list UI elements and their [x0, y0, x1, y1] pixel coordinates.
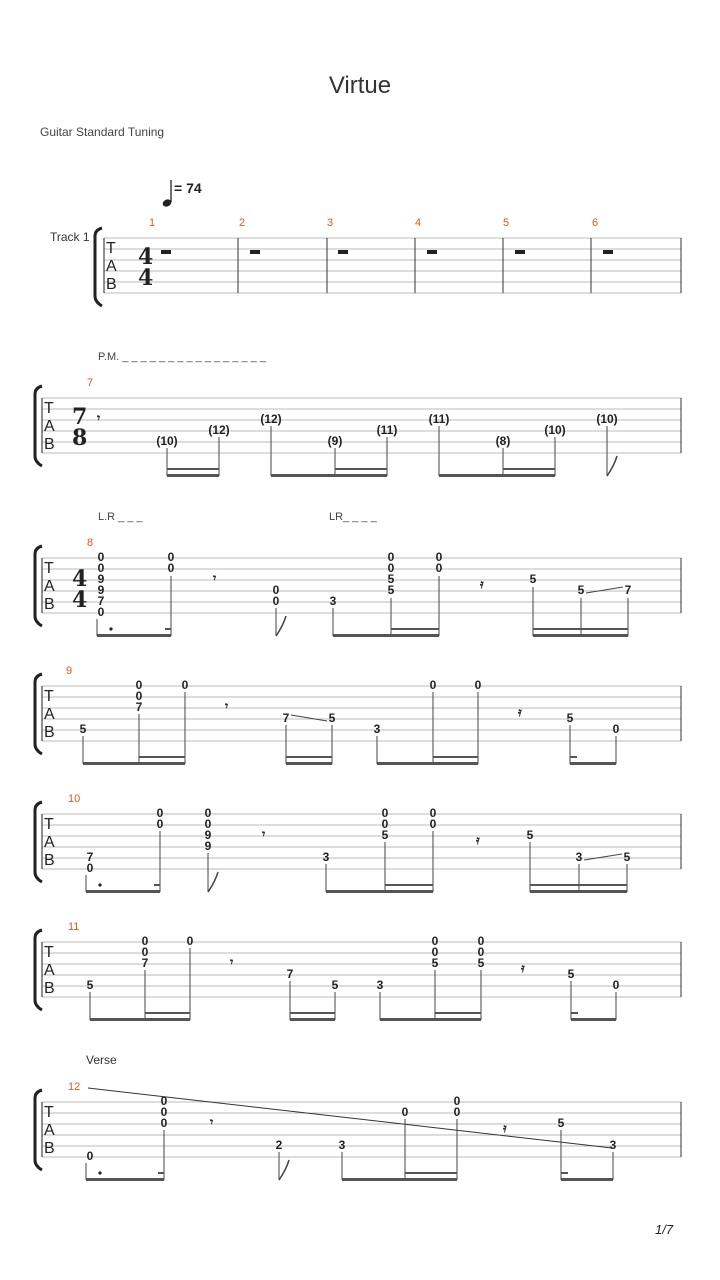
fret-number: 5 [86, 978, 94, 992]
let-ring-marking: LR_ _ _ _ [329, 511, 377, 523]
fret-number: 5 [79, 722, 87, 736]
tab-clef-a: A [44, 962, 55, 979]
tab-clef-a: A [44, 1122, 55, 1139]
tab-clef-t: T [44, 688, 54, 705]
fret-number: 5 [381, 828, 389, 842]
tab-clef-b: B [44, 852, 55, 869]
fret-number: 5 [567, 967, 575, 981]
fret-number: 0 [160, 1105, 168, 1119]
whole-rest [161, 250, 171, 254]
sixteenth-rest: 𝄿 [521, 961, 525, 975]
fret-number: 0 [381, 806, 389, 820]
fret-number: (11) [376, 423, 398, 437]
bar-number: 12 [68, 1081, 81, 1093]
fret-number: 5 [431, 956, 439, 970]
fret-number: 0 [135, 678, 143, 692]
fret-number: 2 [275, 1138, 283, 1152]
quarter-note-icon [161, 180, 172, 208]
eighth-flag [208, 872, 218, 892]
rhythm-stems [83, 692, 616, 764]
fret-number: (10) [596, 412, 618, 426]
fret-number: 0 [160, 1116, 168, 1130]
fret-number: 5 [566, 711, 574, 725]
fret-number: 3 [376, 978, 384, 992]
fret-number: 0 [453, 1105, 461, 1119]
fret-number: 0 [167, 561, 175, 575]
dotted-note-dot [98, 1171, 101, 1174]
bar-number: 2 [239, 217, 246, 229]
staff-lines [42, 814, 681, 869]
fret-number: 3 [609, 1138, 617, 1152]
fret-number: 5 [577, 583, 585, 597]
fret-number: 0 [429, 806, 437, 820]
fret-number: 0 [181, 678, 189, 692]
fret-number: (12) [260, 412, 282, 426]
eighth-rest: 𝄾 [225, 699, 229, 713]
fret-number: 3 [322, 850, 330, 864]
tab-clef-a: A [44, 834, 55, 851]
rhythm-stems [90, 948, 616, 1020]
fret-number: (10) [156, 434, 178, 448]
fret-number: (8) [495, 434, 511, 448]
fret-number: 5 [387, 572, 395, 586]
system-bracket [35, 386, 42, 466]
whole-rest [427, 250, 437, 254]
system-4 [35, 665, 681, 765]
fret-number: 0 [97, 605, 105, 619]
bar-number: 5 [503, 217, 510, 229]
fret-number: 3 [575, 850, 583, 864]
rhythm-beams [86, 1172, 613, 1181]
system-bracket [35, 674, 42, 754]
fret-number: 3 [373, 722, 381, 736]
bar-number: 6 [592, 217, 599, 229]
fret-number: 0 [204, 806, 212, 820]
fret-number: 0 [86, 1149, 94, 1163]
tab-clef-t: T [44, 816, 54, 833]
system-bracket [35, 1090, 42, 1170]
tab-clef-b: B [106, 276, 117, 293]
fret-number: 0 [477, 945, 485, 959]
fret-number: 0 [160, 1094, 168, 1108]
tempo-marking: = 74 [174, 180, 202, 196]
system-2 [35, 351, 681, 477]
fret-number: 0 [156, 806, 164, 820]
tab-clef-b: B [44, 596, 55, 613]
fret-number: 0 [272, 583, 280, 597]
fret-number: 0 [135, 689, 143, 703]
bar-number: 11 [68, 921, 80, 933]
bar-number: 9 [66, 665, 73, 677]
fret-number: 9 [97, 583, 105, 597]
fret-number: 7 [141, 956, 149, 970]
fret-number: (10) [544, 423, 566, 437]
slide-line [291, 715, 327, 721]
fret-number: 7 [282, 711, 290, 725]
rhythm-stems [86, 831, 627, 892]
system-3 [35, 511, 681, 637]
rhythm-beams [83, 756, 616, 765]
tab-clef-b: B [44, 980, 55, 997]
sixteenth-rest: 𝄿 [503, 1121, 507, 1135]
eighth-flag [279, 1160, 289, 1180]
slide-line [586, 587, 623, 593]
fret-number: 5 [387, 583, 395, 597]
eighth-rest: 𝄾 [97, 411, 101, 425]
fret-number: 0 [156, 817, 164, 831]
staff-lines [42, 942, 681, 997]
fret-number: 0 [186, 934, 194, 948]
fret-number: 0 [612, 722, 620, 736]
fret-number: 5 [331, 978, 339, 992]
tab-clef-t: T [44, 400, 54, 417]
whole-rest [603, 250, 613, 254]
let-ring-marking: L.R _ _ _ [98, 511, 143, 523]
eighth-rest: 𝄾 [262, 827, 266, 841]
sixteenth-rest: 𝄿 [518, 705, 522, 719]
bar-number: 4 [415, 217, 422, 229]
fret-number: 5 [477, 956, 485, 970]
sixteenth-rest: 𝄿 [480, 577, 484, 591]
dotted-note-dot [98, 883, 101, 886]
tab-clef-b: B [44, 1140, 55, 1157]
time-signature-bottom: 4 [72, 587, 88, 613]
fret-number: 5 [328, 711, 336, 725]
system-7 [35, 1053, 681, 1181]
rhythm-beams [86, 884, 627, 893]
system-bracket [95, 228, 102, 306]
fret-number: 0 [429, 678, 437, 692]
fret-number: 0 [431, 945, 439, 959]
song-title: Virtue [328, 72, 392, 99]
eighth-rest: 𝄾 [213, 571, 217, 585]
fret-number: (11) [428, 412, 450, 426]
rhythm-beams [90, 1012, 616, 1021]
eighth-flag [276, 616, 286, 636]
staff-lines [104, 238, 681, 293]
fret-number: 3 [338, 1138, 346, 1152]
tab-clef-a: A [44, 418, 55, 435]
eighth-rest: 𝄾 [230, 955, 234, 969]
fret-number: 9 [97, 572, 105, 586]
system-6 [35, 921, 681, 1021]
fret-number: 7 [135, 700, 143, 714]
fret-number: (12) [208, 423, 230, 437]
fret-number: 7 [86, 850, 94, 864]
system-bracket [35, 930, 42, 1010]
fret-number: 0 [86, 861, 94, 875]
rhythm-beams [167, 468, 555, 477]
fret-number: 0 [141, 934, 149, 948]
staff-lines [42, 1102, 681, 1157]
tab-clef-t: T [106, 240, 116, 257]
tuning-label: Guitar Standard Tuning [40, 125, 165, 139]
fret-number: 0 [435, 561, 443, 575]
system-bracket [35, 802, 42, 882]
bar-number: 10 [68, 793, 81, 805]
fret-number: 3 [329, 594, 337, 608]
fret-number: 0 [387, 561, 395, 575]
staff-lines [42, 398, 681, 453]
tab-clef-b: B [44, 724, 55, 741]
time-signature-bottom: 4 [138, 265, 154, 291]
tab-clef-a: A [44, 578, 55, 595]
page-number: 1/7 [655, 1222, 674, 1237]
fret-number: 0 [477, 934, 485, 948]
fret-number: 9 [204, 828, 212, 842]
tab-clef-t: T [44, 560, 54, 577]
sixteenth-rest: 𝄿 [476, 833, 480, 847]
fret-number: 9 [204, 839, 212, 853]
slide-line [584, 854, 622, 860]
bar-number: 1 [149, 217, 156, 229]
fret-number: 0 [97, 561, 105, 575]
fret-number: 0 [474, 678, 482, 692]
fret-number: 0 [612, 978, 620, 992]
fret-number: 0 [453, 1094, 461, 1108]
tab-clef-t: T [44, 1104, 54, 1121]
whole-rest [250, 250, 260, 254]
fret-number: 0 [387, 550, 395, 564]
rhythm-stems [97, 576, 628, 636]
eighth-flag [607, 456, 617, 476]
time-signature-bottom: 8 [72, 425, 88, 451]
system-5 [35, 793, 681, 893]
staff-lines [42, 558, 681, 613]
time-signature-top: 7 [72, 404, 88, 430]
bar-number: 8 [87, 537, 94, 549]
whole-rest [515, 250, 525, 254]
fret-number: (9) [327, 434, 343, 448]
fret-number: 0 [431, 934, 439, 948]
system-bracket [35, 546, 42, 626]
fret-number: 5 [529, 572, 537, 586]
tab-clef-t: T [44, 944, 54, 961]
fret-number: 7 [624, 583, 632, 597]
rhythm-beams [97, 628, 628, 637]
fret-number: 5 [623, 850, 631, 864]
section-label: Verse [86, 1053, 117, 1067]
tab-clef-a: A [44, 706, 55, 723]
fret-number: 0 [401, 1105, 409, 1119]
fret-number: 0 [429, 817, 437, 831]
fret-number: 7 [286, 967, 294, 981]
fret-number: 0 [167, 550, 175, 564]
time-signature-top: 4 [138, 244, 154, 270]
whole-rest [338, 250, 348, 254]
time-signature-top: 4 [72, 566, 88, 592]
fret-number: 0 [272, 594, 280, 608]
tab-clef-b: B [44, 436, 55, 453]
fret-number: 0 [97, 550, 105, 564]
eighth-rest: 𝄾 [210, 1115, 214, 1129]
fret-number: 0 [381, 817, 389, 831]
palm-mute-marking: P.M. _ _ _ _ _ _ _ _ _ _ _ _ _ _ _ _ [98, 351, 266, 363]
fret-number: 5 [557, 1116, 565, 1130]
fret-number: 0 [204, 817, 212, 831]
fret-number: 5 [526, 828, 534, 842]
fret-number: 0 [141, 945, 149, 959]
fret-number: 7 [97, 594, 105, 608]
tab-clef-a: A [106, 258, 117, 275]
dotted-note-dot [109, 627, 112, 630]
fret-number: 0 [435, 550, 443, 564]
track-label: Track 1 [50, 230, 90, 244]
bar-number: 3 [327, 217, 334, 229]
bar-number: 7 [87, 377, 94, 389]
system-1 [95, 217, 681, 306]
